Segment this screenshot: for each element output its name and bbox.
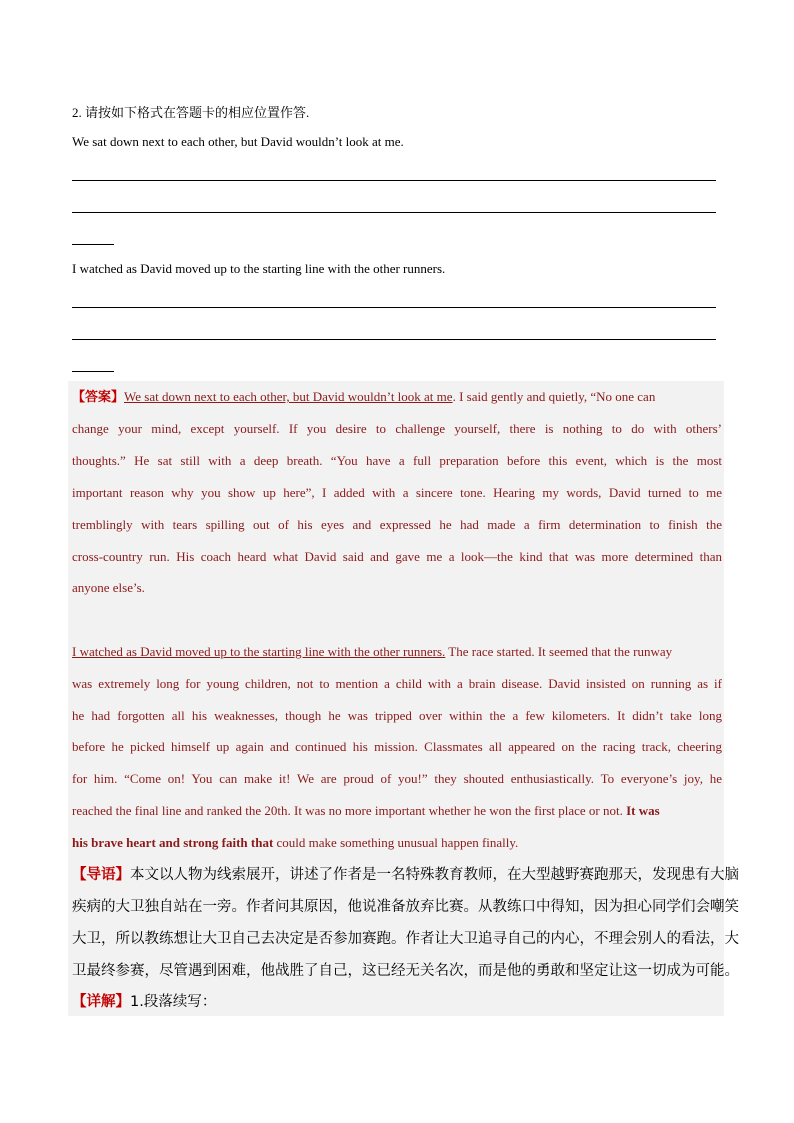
answer-rule [72,307,716,308]
question-title: 2. 请按如下格式在答题卡的相应位置作答. [72,105,310,120]
answer-line: important reason why you show up here”, I added with a sincere tone. Hearing my words, David turned to me [72,485,722,500]
answer-line: 【答案】We sat down next to each other, but David wouldn’t look at me. I said gently and quietly, “No one can [72,389,656,404]
answer-line: change your mind, except yourself. If you desire to challenge yourself, there is nothing to do with others’ [72,421,722,436]
guide-tag: 【导语】 [72,867,130,883]
answer-opening-sentence-1: We sat down next to each other, but David wouldn’t look at me [124,389,453,404]
answer-rule [72,339,716,340]
answer-opening-sentence-2: I watched as David moved up to the starting line with the other runners. [72,644,446,659]
answer-line: before he picked himself up again and continued his mission. Classmates all appeared on the racing track, cheering [72,739,722,754]
answer-line: anyone else’s. [72,580,145,595]
answer-line: his brave heart and strong faith that could make something unusual happen finally. [72,835,519,850]
bold-phrase: It was [626,803,660,818]
guide-line: 大卫，所以教练想让大卫自己去决定是否参加赛跑。作者让大卫追寻自己的内心，不理会别人的看法，大 [72,931,739,947]
answer-section [68,381,739,1016]
answer-line: I watched as David moved up to the starting line with the other runners. The race started. It seemed that the runway [72,644,673,659]
answer-line: for him. “Come on! You can make it! We are proud of you!” they shouted enthusiastically. To everyone’s joy, he [72,771,722,786]
bold-phrase: his brave heart and strong faith that [72,835,274,850]
answer-rule-short [72,371,114,372]
detail-line: 【详解】1.段落续写： [72,994,217,1010]
answer-line: reached the final line and ranked the 20th. It was no more important whether he won the first place or not. It was [72,803,660,818]
answer-tag: 【答案】 [72,389,125,404]
detail-tag: 【详解】 [72,994,130,1010]
answer-line: he had forgotten all his weaknesses, though he was tripped over within the a few kilometers. It didn’t take long [72,708,722,723]
answer-rule-short [72,244,114,245]
prompt-1: We sat down next to each other, but David wouldn’t look at me. [72,134,404,149]
prompt-2: I watched as David moved up to the starting line with the other runners. [72,261,446,276]
guide-line: 【导语】本文以人物为线索展开，讲述了作者是一名特殊教育教师，在大型越野赛跑那天，发现患有大脑 [72,867,739,883]
answer-line: thoughts.” He sat still with a deep breath. “You have a full preparation before this event, which is the most [72,453,722,468]
answer-rule [72,212,716,213]
answer-line: cross-country run. His coach heard what David said and gave me a look—the kind that was more determined than [72,549,722,564]
answer-line: tremblingly with tears spilling out of his eyes and expressed he had made a firm determination to finish the [72,517,722,532]
guide-line: 卫最终参赛，尽管遇到困难，他战胜了自己，这已经无关名次，而是他的勇敢和坚定让这一切成为可能。 [72,963,739,979]
answer-line: was extremely long for young children, not to mention a child with a brain disease. David insisted on running as if [72,676,722,691]
answer-rule [72,180,716,181]
guide-line: 疾病的大卫独自站在一旁。作者问其原因，他说准备放弃比赛。从教练口中得知，因为担心同学们会嘲笑 [72,899,739,915]
